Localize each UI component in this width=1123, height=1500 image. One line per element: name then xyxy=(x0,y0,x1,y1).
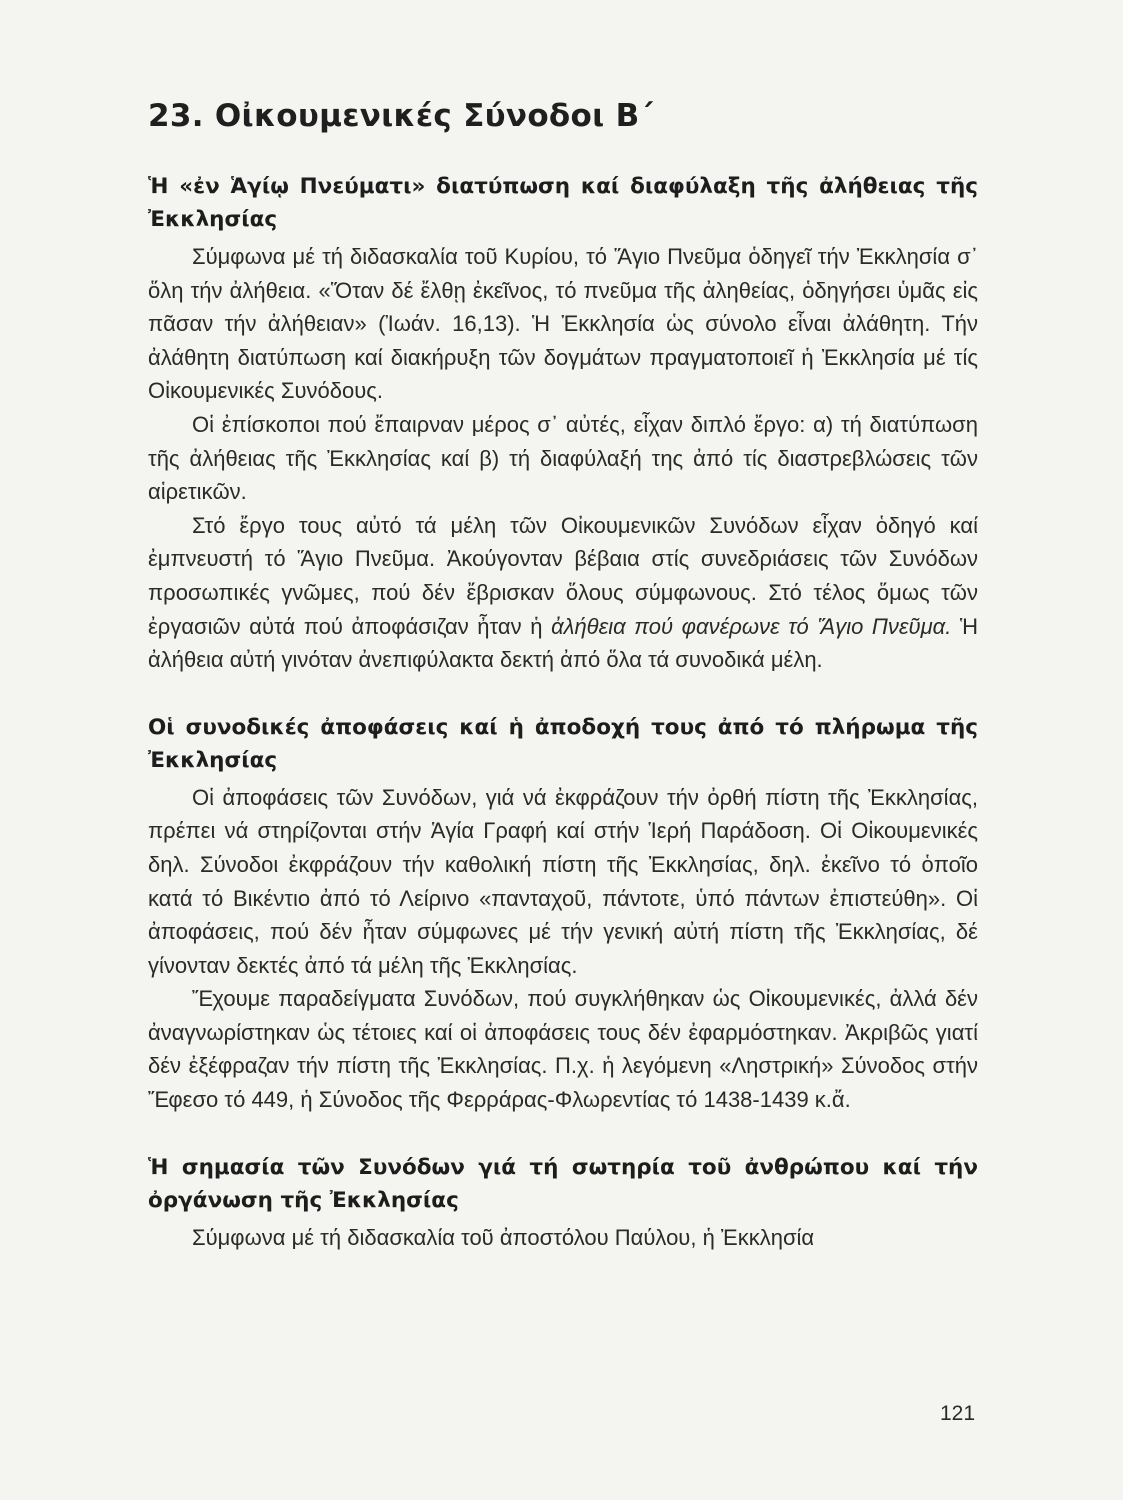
paragraph: Σύμφωνα μέ τή διδασκαλία τοῦ Κυρίου, τό Ἅγιο Πνεῦμα ὁδηγεῖ τήν Ἐκκλησία σ᾿ ὅλη τήν ἀλήθεια. «Ὅταν δέ ἔλθῃ ἐκεῖνος, τό πνεῦμα τῆς ἀληθείας, ὁδηγήσει ὑμᾶς εἰς πᾶσαν τήν ἀλήθειαν» (Ἰωάν. 16,13). Ἡ Ἐκκλησία ὡς σύνολο εἶναι ἀλάθητη. Τήν ἀλάθητη διατύπωση καί διακήρυξη τῶν δογμάτων πραγματοποιεῖ ἡ Ἐκκλησία μέ τίς Οἰκουμενικές Συνόδους. xyxy=(148,244,978,404)
paragraph: Οἱ ἐπίσκοποι πού ἔπαιρναν μέρος σ᾿ αὐτές, εἶχαν διπλό ἔργο: α) τή διατύπωση τῆς ἀλήθειας τῆς Ἐκκλησίας καί β) τή διαφύλαξή της ἀπό τίς διαστρεβλώσεις τῶν αἱρετικῶν. xyxy=(148,411,978,505)
page-number: 121 xyxy=(940,1402,976,1425)
section-heading-truth: Ἡ «ἐν Ἁγίῳ Πνεύματι» διατύπωση καί διαφύλαξη τῆς ἀλήθειας τῆς Ἐκκλησίας xyxy=(148,174,978,232)
paragraph: Οἱ ἀποφάσεις τῶν Συνόδων, γιά νά ἐκφράζουν τήν ὀρθή πίστη τῆς Ἐκκλησίας, πρέπει νά στηρίζονται στήν Ἁγία Γραφή καί στήν Ἱερή Παράδοση. Οἱ Οἰκουμενικές δηλ. Σύνοδοι ἐκφράζουν τήν καθολική πίστη τῆς Ἐκκλησίας, δηλ. ἐκεῖνο τό ὁποῖο κατά τό Βικέντιο ἀπό τό Λείρινο «πανταχοῦ, πάντοτε, ὑπό πάντων ἐπιστεύθη». Οἱ ἀποφάσεις, πού δέν ἦταν σύμφωνες μέ τήν γενική αὐτή πίστη τῆς Ἐκκλησίας, δέ γίνονταν δεκτές ἀπό τά μέλη τῆς Ἐκκλησίας. xyxy=(148,784,978,978)
section-heading-decisions: Οἱ συνοδικές ἀποφάσεις καί ἡ ἀποδοχή τους ἀπό τό πλήρωμα τῆς Ἐκκλησίας xyxy=(148,714,978,773)
paragraph: Σύμφωνα μέ τή διδασκαλία τοῦ ἀποστόλου Παύλου, ἡ Ἐκκλησία xyxy=(192,1224,815,1250)
paragraph-text: Ἡ ἀλήθεια αὐτή γινόταν ἀνεπιφύλακτα δεκτή ἀπό ὅλα τά συνοδικά μέλη. xyxy=(148,613,978,673)
book-page xyxy=(148,98,978,1254)
paragraph xyxy=(148,509,978,677)
chapter-title: 23. Οἰκουμενικές Σύνοδοι Β΄ xyxy=(148,98,654,134)
emphasized-text: ἀλήθεια πού φανέρωνε τό Ἅγιο Πνεῦμα. xyxy=(551,613,952,639)
paragraph-text: Στό ἔργο τους αὐτό τά μέλη τῶν Οἰκουμενικῶν Συνόδων εἶχαν ὁδηγό καί ἐμπνευστή τό Ἅγιο Πνεῦμα. Ἀκούγονταν βέβαια στίς συνεδριάσεις τῶν Συνόδων προσωπικές γνῶμες, πού δέν ἔβρισκαν ὅλους σύμφωνους. Στό τέλος ὅμως τῶν ἐργασιῶν αὐτά πού ἀποφάσιζαν ἦταν ἡ xyxy=(148,512,978,639)
section-heading-significance: Ἡ σημασία τῶν Συνόδων γιά τή σωτηρία τοῦ ἀνθρώπου καί τήν ὀργάνωση τῆς Ἐκκλησίας xyxy=(148,1154,978,1213)
paragraph: Ἔχουμε παραδείγματα Συνόδων, πού συγκλήθηκαν ὡς Οἰκουμενικές, ἀλλά δέν ἀναγνωρίστηκαν ὡς τέτοιες καί οἱ ἀποφάσεις τους δέν ἐφαρμόστηκαν. Ἀκριβῶς γιατί δέν ἐξέφραζαν τήν πίστη τῆς Ἐκκλησίας. Π.χ. ἡ λεγόμενη «Ληστρική» Σύνοδος στήν Ἔφεσο τό 449, ἡ Σύνοδος τῆς Φερράρας-Φλωρεντίας τό 1438-1439 κ.ἄ. xyxy=(148,986,978,1113)
